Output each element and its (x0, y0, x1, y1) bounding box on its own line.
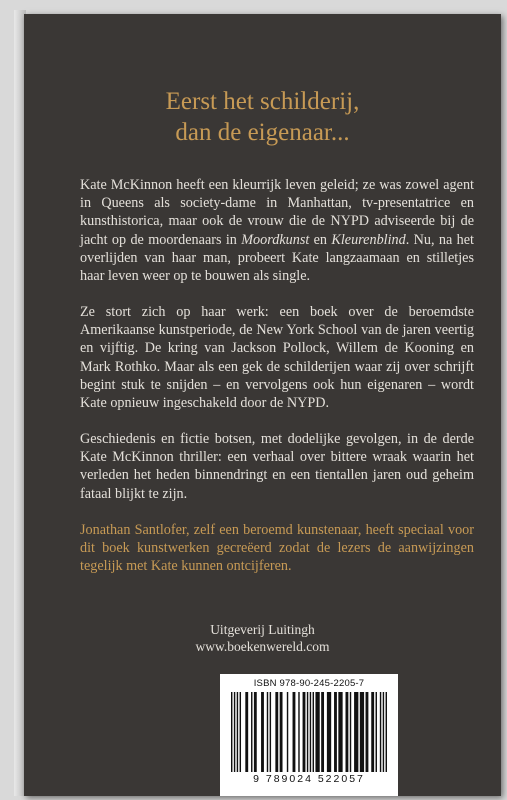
barcode-bar (334, 692, 337, 772)
blurb-paragraph-3: Geschiedenis en fictie botsen, met dodelijke gevolgen, in de derde Kate McKinnon thriller: een verhaal over bittere wraak waarin het verleden het heden binnendringt en een tientallen jaren oud geheim fataal blijkt te zijn. (80, 431, 474, 502)
barcode-bar (254, 692, 257, 772)
tagline (24, 86, 501, 148)
barcode-bar (303, 692, 306, 772)
barcode-bar (307, 692, 308, 772)
p1-text-c: en (309, 231, 332, 248)
barcode-bar (338, 692, 342, 772)
p1-text-a: Kate McKinnon heeft een kleurrijk leven geleid; ze was zowel agent in Queens als society-dame in Manhattan, tv-presentatrice en kunsthistorica, maar ook de vrouw die de NYPD adviseerde bij de jacht op de moordenaars in (80, 177, 474, 248)
barcode-bar (287, 692, 288, 772)
barcode-bar (293, 692, 296, 772)
barcode-bars (229, 692, 389, 772)
barcode-bar (310, 692, 311, 772)
barcode-digits: 9 789024 522057 (253, 773, 365, 785)
barcode-bar (313, 692, 314, 772)
isbn-label: ISBN 978-90-245-2205-7 (253, 678, 365, 689)
barcode-bar (237, 692, 238, 772)
barcode-bar (245, 692, 248, 772)
barcode-bar (270, 692, 271, 772)
barcode-bar (383, 692, 384, 772)
barcode-bar (275, 692, 278, 772)
barcode-bar (350, 692, 351, 772)
barcode-bar (261, 692, 264, 772)
barcode-bar (315, 692, 319, 772)
publisher-name: Uitgeverij Luitingh (210, 622, 315, 637)
publisher-block (24, 621, 501, 655)
tagline-line-1: Eerst het schilderij, (165, 88, 360, 115)
barcode-bar (327, 692, 331, 772)
title-kleurenblind: Kleurenblind (331, 231, 406, 248)
barcode-bar (280, 692, 283, 772)
publisher-website: www.boekenwereld.com (195, 639, 330, 654)
barcode-bar (386, 692, 387, 772)
title-moordkunst: Moordkunst (241, 231, 310, 248)
barcode-bar (376, 692, 377, 772)
blurb-paragraph-2: Ze stort zich op haar werk: een boek over de beroemdste Amerikaanse kunstperiode, de New York School van de jaren veertig en vijftig. De kring van Jackson Pollock, Willem de Kooning en Mark Rothko. Maar als een gek de schilderijen waar zij over schrijft begint stuk te snijden – en vervolgens ook hun eigenaren – wordt Kate opnieuw ingeschakeld door de NYPD. (80, 304, 474, 412)
author-note: Jonathan Santlofer, zelf een beroemd kunstenaar, heeft speciaal voor dit boek kunstwerken gecreëerd zodat de lezers de aanwijzingen tegelijk met Kate kunnen ontcijferen. (80, 522, 474, 575)
barcode-bar (366, 692, 369, 772)
barcode-bar (240, 692, 241, 772)
blurb-paragraph-1 (80, 176, 474, 285)
p1-text-e: . Nu, na het overlijden van haar man, probeert Kate langzaamaan en stilletjes haar leven weer op te bouwen als single. (80, 231, 474, 285)
barcode-bar (267, 692, 268, 772)
barcode-bar (251, 692, 252, 772)
barcode-bar (371, 692, 374, 772)
barcode-bar (321, 692, 324, 772)
barcode-bar (231, 692, 232, 772)
barcode-bar (380, 692, 381, 772)
barcode-bar (346, 692, 349, 772)
barcode (220, 674, 398, 796)
tagline-line-2: dan de eigenaar... (175, 119, 350, 146)
barcode-bar (360, 692, 364, 772)
book-back-cover (24, 14, 501, 796)
barcode-bar (234, 692, 235, 772)
barcode-bar (298, 692, 299, 772)
barcode-bar (354, 692, 358, 772)
